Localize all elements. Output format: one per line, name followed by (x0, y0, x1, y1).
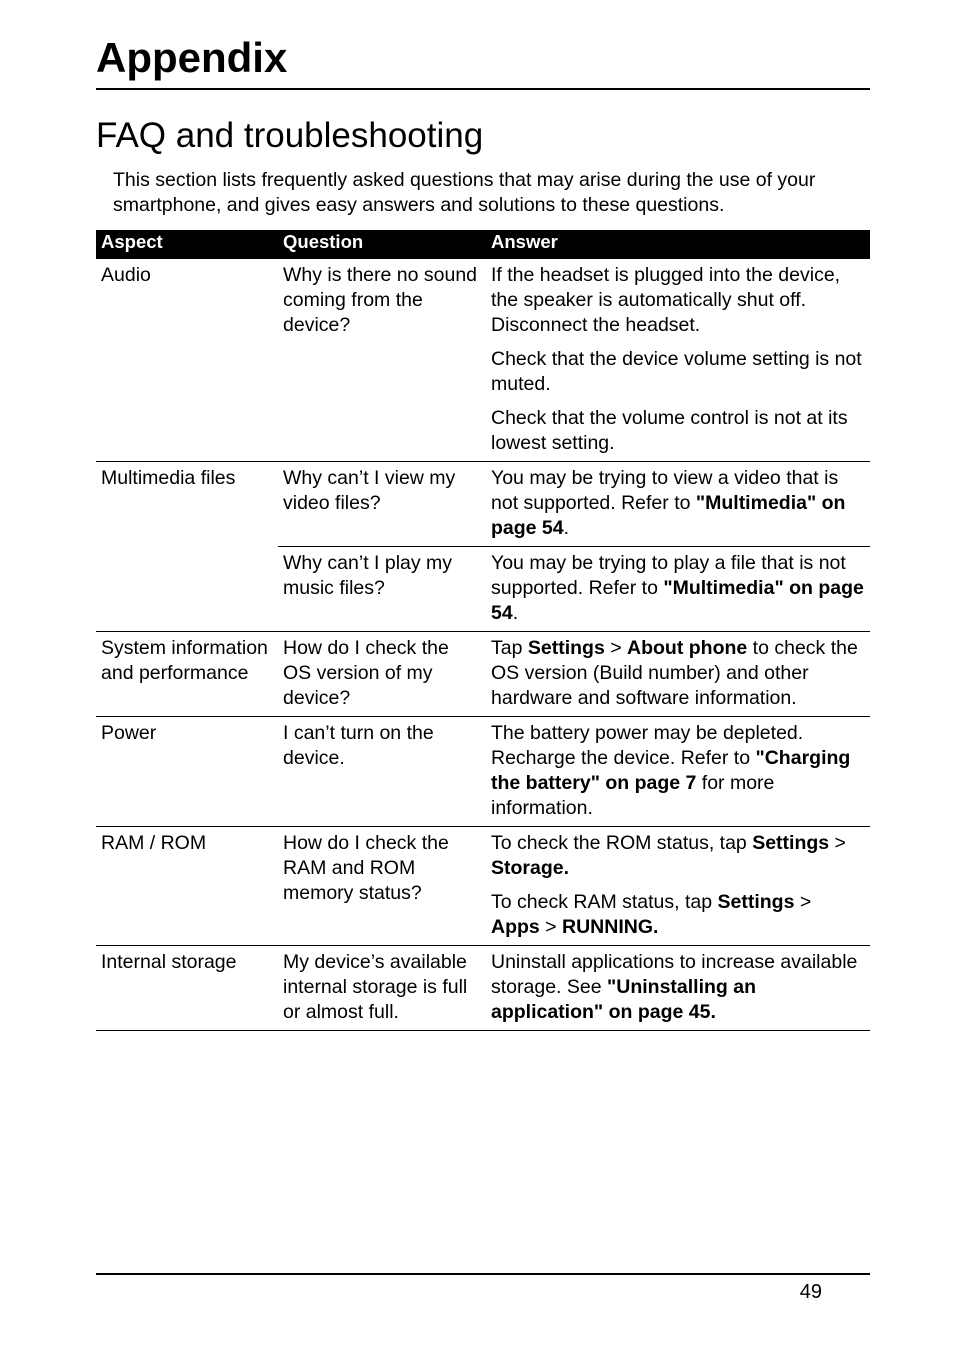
question-cell: How do I check the RAM and ROM memory status? (278, 827, 486, 946)
column-header-answer: Answer (486, 230, 870, 259)
answer-text: To check RAM status, tap (491, 891, 718, 913)
answer-paragraph (491, 831, 865, 881)
section-title: FAQ and troubleshooting (96, 116, 484, 155)
aspect-cell: Multimedia files (96, 462, 278, 632)
menu-path-item: Settings (752, 832, 830, 854)
page-number: 49 (799, 1281, 822, 1303)
table-row-power (96, 717, 870, 827)
answer-text: The battery power may be depleted. Recharge the device. Refer to (491, 722, 804, 769)
question-cell: How do I check the OS version of my device? (278, 632, 486, 717)
footer-rule (96, 1273, 870, 1275)
answer-cell (486, 547, 870, 632)
table-row-system (96, 632, 870, 717)
menu-path-item: RUNNING. (561, 916, 659, 938)
answer-cell (486, 946, 870, 1031)
menu-path-item: Settings (717, 891, 795, 913)
table-row-multimedia-video (96, 462, 870, 547)
question-cell: Why is there no sound coming from the device? (278, 259, 486, 462)
answer-paragraph (491, 890, 865, 940)
aspect-cell: System information and performance (96, 632, 278, 717)
cross-reference: "Charging the battery" on page 7 (491, 747, 851, 794)
answer-text: for more information. (491, 772, 775, 819)
menu-path-item: About phone (627, 637, 748, 659)
answer-cell (486, 632, 870, 717)
answer-text: . (512, 602, 519, 624)
answer-text: Uninstall applications to increase available storage. See (491, 951, 858, 998)
answer-text: To check the ROM status, tap (491, 832, 753, 854)
question-cell: Why can’t I play my music files? (278, 547, 486, 632)
answer-cell (486, 462, 870, 547)
column-header-aspect: Aspect (96, 230, 278, 259)
menu-separator: > (604, 637, 628, 659)
answer-text: You may be trying to view a video that is not supported. Refer to (491, 467, 839, 514)
aspect-cell: Audio (96, 259, 278, 462)
answer-cell (486, 717, 870, 827)
answer-text: . (563, 517, 570, 539)
answer-cell (486, 259, 870, 462)
table-row-internal-storage (96, 946, 870, 1031)
column-header-question: Question (278, 230, 486, 259)
answer-paragraph: Check that the volume control is not at its lowest setting. (491, 407, 848, 454)
faq-table (96, 230, 870, 1031)
cross-reference: "Multimedia" on page 54 (491, 577, 864, 624)
answer-text: to check the OS version (Build number) and other hardware and software information. (491, 637, 858, 709)
aspect-cell: Power (96, 717, 278, 827)
answer-cell (486, 827, 870, 946)
answer-text: You may be trying to play a file that is not supported. Refer to (491, 552, 846, 599)
answer-text: Tap (491, 637, 528, 659)
menu-path-item: Apps (491, 916, 540, 938)
table-row-audio (96, 259, 870, 462)
menu-separator: > (794, 891, 812, 913)
title-rule (96, 88, 870, 90)
menu-path-item: Storage. (491, 857, 570, 879)
aspect-cell: RAM / ROM (96, 827, 278, 946)
question-cell: I can’t turn on the device. (278, 717, 486, 827)
intro-paragraph: This section lists frequently asked questions that may arise during the use of your smartphone, and gives easy answers and solutions to these questions. (113, 169, 816, 216)
menu-path-item: Settings (527, 637, 605, 659)
aspect-cell: Internal storage (96, 946, 278, 1031)
answer-paragraph: If the headset is plugged into the device, the speaker is automatically shut off. Disconnect the headset. (491, 264, 841, 336)
cross-reference: "Multimedia" on page 54 (491, 492, 846, 539)
question-cell: Why can’t I view my video files? (278, 462, 486, 547)
table-row-ram-rom (96, 827, 870, 946)
chapter-title: Appendix (96, 34, 288, 81)
table-header-row (96, 230, 870, 259)
menu-separator: > (829, 832, 846, 854)
answer-paragraph: Check that the device volume setting is not muted. (491, 348, 862, 395)
menu-separator: > (539, 916, 562, 938)
cross-reference: "Uninstalling an application" on page 45. (491, 976, 757, 1023)
question-cell: My device’s available internal storage is full or almost full. (278, 946, 486, 1031)
